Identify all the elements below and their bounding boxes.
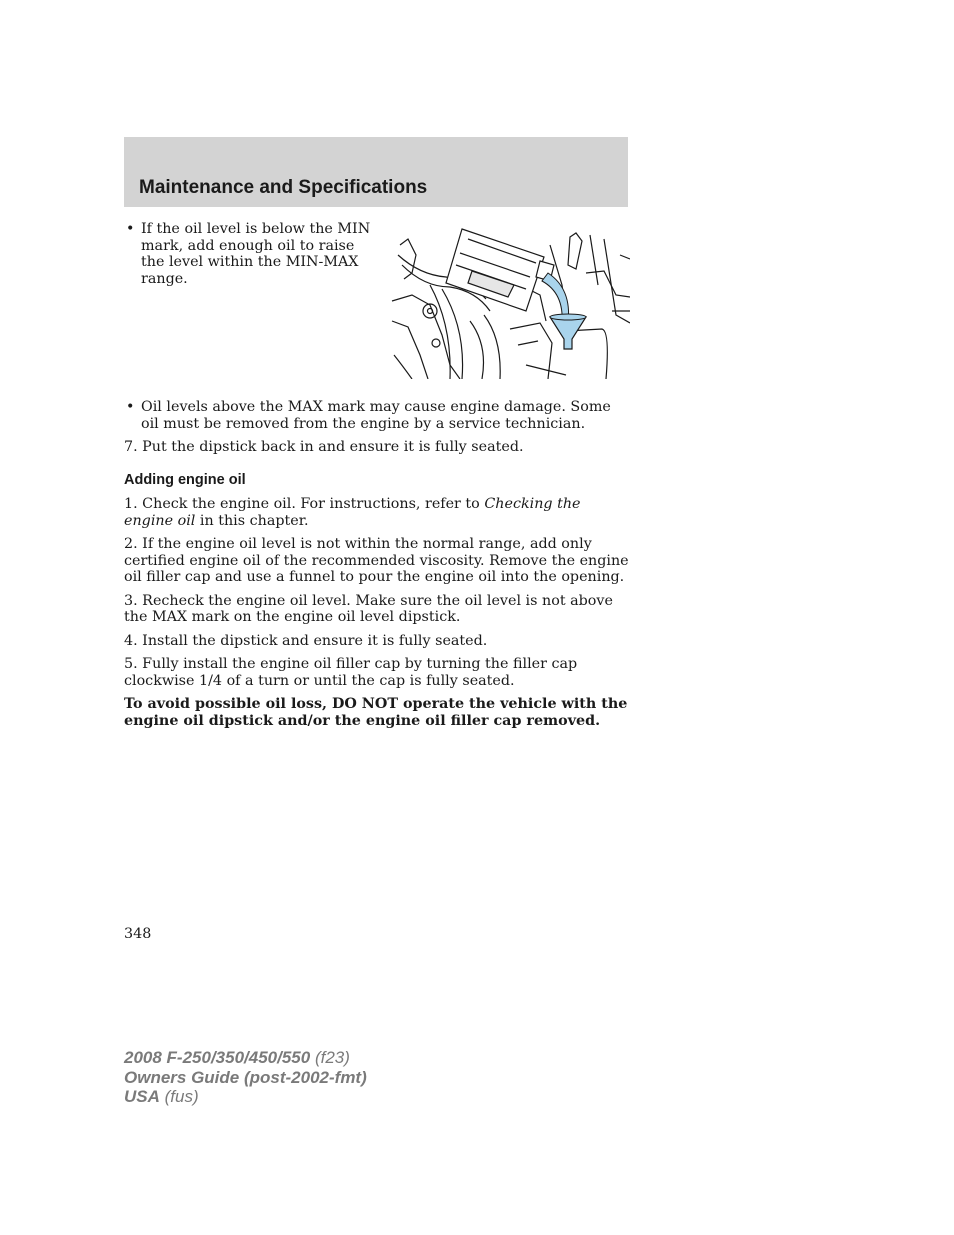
list-item (124, 399, 630, 432)
warning-text: To avoid possible oil loss, DO NOT operate the vehicle with the engine oil dipstick and/or the engine oil filler cap removed. (124, 696, 628, 729)
step-4: 4. Install the dipstick and ensure it is fully seated. (124, 632, 488, 649)
section-heading: Adding engine oil (124, 471, 246, 488)
step-5: 5. Fully install the engine oil filler cap by turning the filler cap clockwise 1/4 of a turn or until the cap is fully seated. (124, 656, 578, 689)
main-content (124, 221, 630, 729)
intro-row (124, 221, 630, 399)
footer-info (124, 1048, 367, 1107)
step-2: 2. If the engine oil level is not within the normal range, add only certified engine oil of the recommended viscosity. Remove the engine oil filler cap and use a funnel to pour the engine oil into the opening. (124, 536, 629, 585)
step-1-text-end: in this chapter. (195, 512, 309, 529)
bullet-text: Oil levels above the MAX mark may cause engine damage. Some oil must be removed from the engine by a service technician. (141, 399, 611, 432)
page-number: 348 (124, 926, 152, 942)
step-1 (124, 496, 630, 529)
list-item (124, 221, 373, 287)
bullet-icon: • (126, 399, 135, 415)
footer-region: USA (124, 1087, 160, 1106)
step-1-text: 1. Check the engine oil. For instructions, refer to (124, 496, 485, 512)
step-7: 7. Put the dipstick back in and ensure it is fully seated. (124, 439, 524, 455)
page-title: Maintenance and Specifications (139, 177, 428, 198)
footer-model: 2008 F-250/350/450/550 (124, 1048, 311, 1067)
oil-pouring-illustration (390, 225, 630, 379)
footer-model-code: (f23) (310, 1048, 350, 1067)
footer-region-code: (fus) (159, 1087, 199, 1106)
footer-line-2 (124, 1068, 367, 1088)
bullet-icon: • (126, 221, 135, 237)
cross-reference: Checking the engine oil (124, 496, 581, 529)
footer-line-3 (124, 1087, 367, 1107)
bullet-text: If the oil level is below the MIN mark, add enough oil to raise the level within the MIN-MAX range. (141, 221, 371, 287)
footer-guide: Owners Guide (post-2002-fmt) (124, 1067, 367, 1087)
footer-line-1 (124, 1048, 367, 1068)
step-3: 3. Recheck the engine oil level. Make sure the oil level is not above the MAX mark on the engine oil level dipstick. (124, 592, 613, 625)
